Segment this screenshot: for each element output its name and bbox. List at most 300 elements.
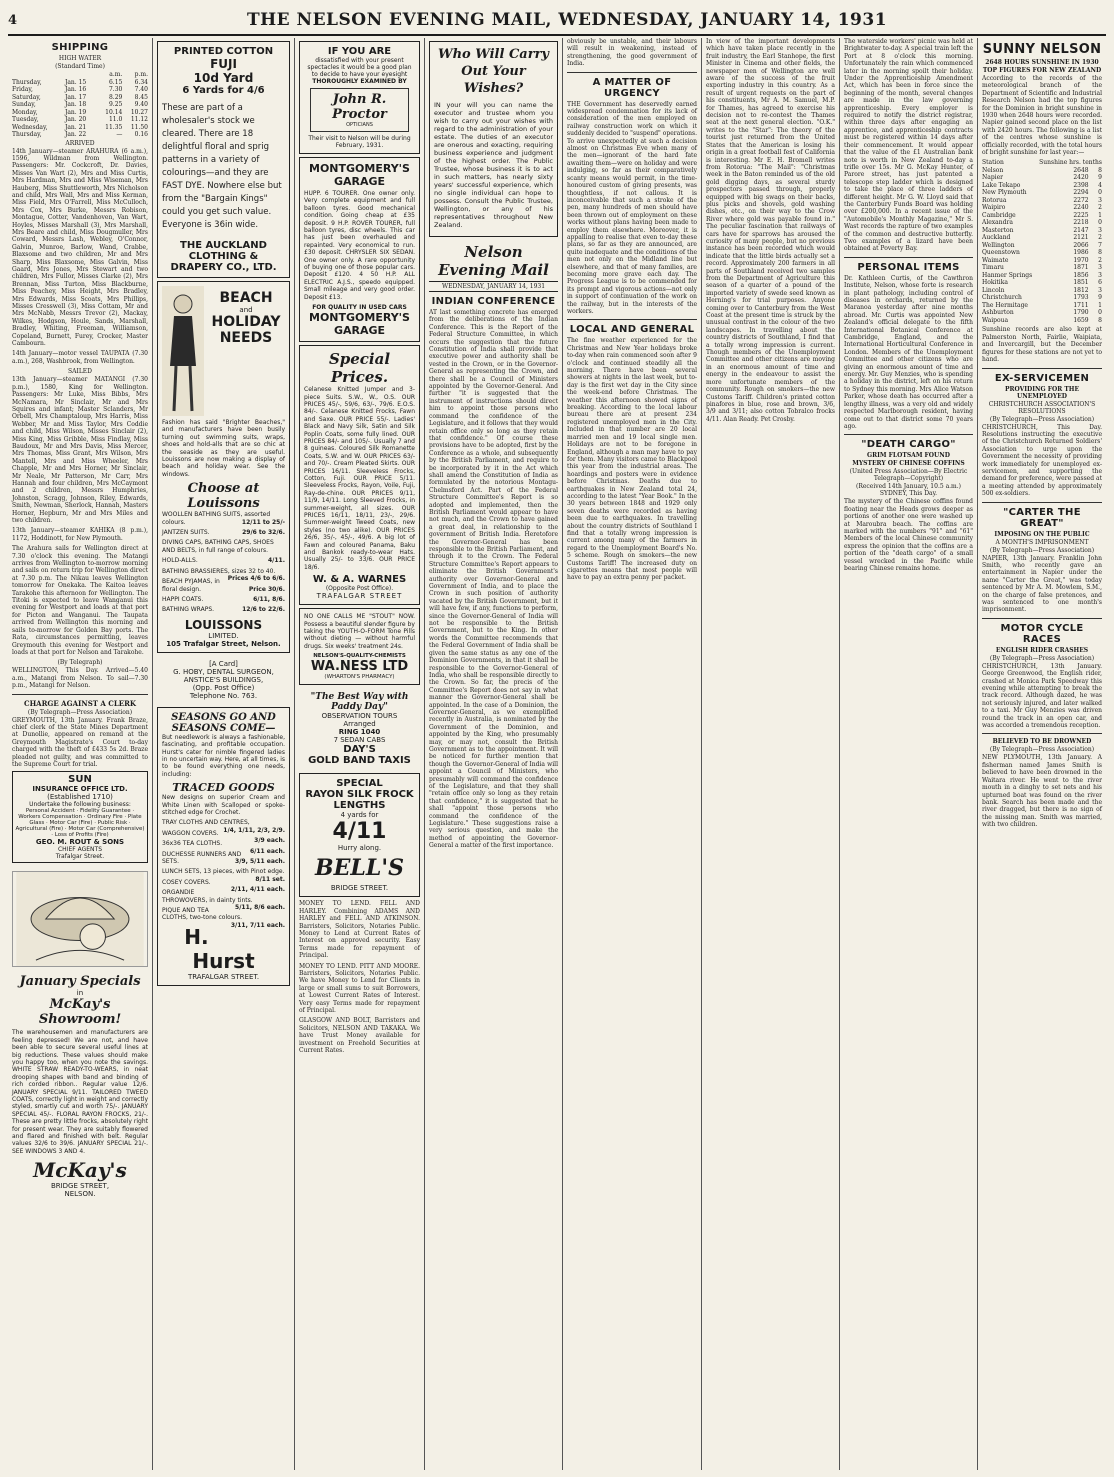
table-cell: 2218 [1073, 219, 1089, 227]
table-cell: 2147 [1073, 226, 1089, 234]
table-cell [65, 71, 97, 79]
table-cell: 1790 [1073, 309, 1089, 317]
columns [8, 38, 1106, 1470]
arrived-heading: ARRIVED [65, 139, 95, 147]
table-cell: 2294 [1073, 189, 1089, 197]
paper-nameplate: Nelson Evening Mail [438, 243, 549, 279]
item-description: WOOLLEN BATHING SUITS, assorted colours. [162, 511, 271, 526]
hurst-items [162, 819, 285, 929]
item-price: 5/11, 8/6 each. [235, 904, 285, 912]
personal-text: Dr. Kathleen Curtis, of the Cawthron Institute, Nelson, whose forte is research in plant pathology, including control of diseases in orchards, returned by the Maranoa yesterday after nine months abroad. Mr. Curtis was appointed New Zealand's official delegate to the fifth International Botanical Conference at Cambridge, England, and the International Horticultural Conference in London. Members of the Unemployment Committee and other citizens who are giving an enormous amount of time and energy. Mr. Guy Menzies, who is spending a holiday in the district, left on his return to Sydney this morning. Mrs Alice Watson Parker, whose death has occurred after a lengthy illness, was a very old and widely respected Marlborough resident, having come out to that district some 70 years ago. [844, 274, 973, 430]
traced-body: New designs on superior Cream and White Linen with Scalloped or spoke-stitched edge for Crochet. [162, 794, 285, 816]
table-cell: 7.30 [108, 86, 123, 93]
rayon-line1: SPECIAL [336, 778, 383, 790]
item-price: 6/11 each. [249, 847, 285, 855]
item-description: DIVING CAPS, BATHING CAPS, SHOES AND BELTS, in full range of colours. [162, 539, 274, 554]
table-cell: p.m. [134, 71, 148, 78]
urgency-text: THE Government has deservedly earned widespread condemnation for its lack of consideration of the men employed on railway construction work on which it suddenly decided to "suspend" operations. To arrive unexpectedly at such a decision almost on Christmas Eve when many of the men—ignorant of the hard fate awaiting them—were on holiday and were indulging, so far as their comparatively scanty means would permit, in the time-honoured custom of giving presents, was thoughtless, if not callous. It is inconceivable that such a stroke of the pen, many hundreds of men should have been thrown out of employment on these works without plans having been made to employ them elsewhere. Moreover, it is appalling to realise that even to-day these plans, so far as they are announced, are quite inadequate and the conditions of the men not only on the Midland line but elsewhere, and that of many families, are becoming more grave each day. The Progress League is to be commended for its prompt and vigorous actions—not only in support of continuation of the work on the railway, but in the interests of the workers. [567, 100, 697, 315]
sun-ad-line3: (Established 1710) [47, 793, 113, 802]
table-cell: 2398 [1073, 181, 1089, 189]
table-cell: 1871 [1073, 264, 1089, 272]
sunshine-row [982, 272, 1102, 280]
arrived-text-2: 14th January—motor vessel TAUPATA (7.30 a.m.), 268, Washbrook, from Wellington. [12, 350, 148, 365]
ex-assoc: (By Telegraph—Press Association) [989, 415, 1095, 423]
table-cell: Wednesday, [12, 123, 48, 131]
youth-o-form-ad [299, 608, 420, 685]
table-cell: Waipiro [982, 204, 1006, 212]
auckland-line2: CLOTHING & DRAPERY CO., LTD. [170, 251, 277, 273]
tide-row [12, 94, 148, 102]
local-text-more: The waterside workers' picnic was held at Brightwater to-day. A special train left the Port at 8 o'clock this morning. Unfortunately the rain which commenced later in the morning spoilt their holiday. Under the Apprenticeship Amendment Act, which has been in force since the beginning of the month, several changes are made in the law governing apprenticeship. Every employer is required to notify the district registrar, within three days after engaging an apprentice, and apprenticeship contracts must be registered within 14 days after their commencement. It would appear that the value of the £1 Australian bank note is worth in New Zealand to-day a trifle over 15s. Mr G. McKay Hunter, of Parore street, has just patented a telescope step ladder which is designed to take the place of three ladders of different height. Mr G. W. Lloyd said that the Canterbury Funds Board was holding over £200,000. In a recent issue of the "Automobile's Monthly Magazine," Mr S. Wast records the rapture of two examples of the common and destructive butterfly. Two examples of a lizard have been obtained at Poverty Bay. [844, 38, 973, 253]
sunshine-row [982, 167, 1102, 175]
table-cell: 0 [1098, 189, 1102, 197]
auckland-line1: THE AUCKLAND [180, 240, 267, 251]
beach-holiday-ad [157, 281, 290, 653]
sunshine-row [982, 219, 1102, 227]
table-cell: 1793 [1073, 294, 1089, 302]
tide-header-row [12, 71, 148, 79]
sunshine-header-station: Station [982, 159, 1004, 167]
tide-row [12, 131, 148, 139]
table-cell: 0 [1098, 219, 1102, 227]
special-prices-ad [299, 345, 420, 605]
local-text: The fine weather experienced for the Christmas and New Year holidays broke to-day when rain commenced soon after 9 o'clock and continued steadily all the morning. There have been several showers at nights in the last week, but to-day is the first wet day in the City since the week-end before Christmas. The weather this afternoon showed signs of breaking. According to the local labour bureau there are at present 234 registered unemployed men in the City. Included in that number are 20 local married men and 19 local single men. Holidays are not to be foregone in England, although a man may have to pay for them. Many visitors came to Blackpool this year from the industrial areas. The hoardings and posters were in evidence before Christmas. Deaths due to earthquakes in New Zealand total 24, according to the latest "Year Book." In the 30 years between 1848 and 1929 only seven deaths were recorded as having been due to earthquakes. In travelling about the country districts of Southland I find that a totally wrong impression is current among many of the farmers in regard to the Unemployment Board's No. 5 scheme. Rough on smokers—the new Customs Tariff! The increased duty on cigarettes means that most people will have to pay an extra penny per packet. [567, 337, 697, 582]
table-cell: 2 [1098, 204, 1102, 212]
public-trustee-ad [429, 41, 558, 237]
charge-heading: CHARGE AGAINST A CLERK [24, 698, 136, 708]
item-price: Price 30/6. [248, 585, 285, 593]
proctor-line4: Their visit to Nelson will be during February, 1931. [308, 135, 411, 149]
table-cell: Alexandra [982, 219, 1013, 227]
cotton-line1: PRINTED COTTON [173, 46, 274, 57]
table-cell: 3 [1098, 196, 1102, 204]
conference-heading: INDIAN CONFERENCE [431, 296, 556, 307]
price-list-item [162, 529, 285, 536]
beach-line1: BEACH [219, 290, 273, 306]
item-description: COSEY COVERS. [162, 878, 211, 886]
mckays-subtitle: in [76, 989, 84, 998]
mckays-body: The warehousemen and manufacturers are feeling depressed! We are not, and have been able to secure several useful lines at big reductions. These values should make you happy too, when you note the savings. WHITE STRAW READY-TO-WEARS, in neat drooping shapes with band and binding of rich corded ribbon.. Regular value 12/6. JANUARY SPECIAL 9/11. TAILORED TWEED COATS, correctly light in weight and correctly styled, smartly cut and worth 75/-. JANUARY SPECIAL 45/-. FLORAL RAYON FROCKS, 21/-. These are pretty little frocks, absolutely right for present wear. They are suitably flowered and flared and finished with belt. Regular values 32/6 to 39/6. JANUARY SPECIAL 21/-. SEE WINDOWS 3 AND 4. [12, 1029, 149, 1155]
carter-heading: "CARTER THE GREAT" [1003, 506, 1081, 529]
table-cell: 2 [1098, 234, 1102, 242]
hat-illustration [12, 871, 148, 967]
sunshine-row [982, 234, 1102, 242]
item-price: 3/11, 7/11 each. [230, 921, 285, 929]
shipping-notes: The Arahura sails for Wellington direct at 7.30 o'clock this evening. The Matangi arrives from Wellington to-morrow morning and sails on return trip for Wellington direct at 7.30 p.m. The Nikau leaves Wellington tomorrow for Onekaka. The Kaitoa leaves Tarakohe this afternoon for Wellington. The Titoki is expected to leave Wanganui this evening for Westport and loads at that port for Picton and Wanganui. The Taupata arrived from Wellington this morning and sails to-morrow for Golden Bay ports. The Rata, circumstances permitting, leaves Greymouth this evening for Westport and loads at that port for Nelson and Tarakohe. [12, 545, 148, 656]
sunshine-row [982, 279, 1102, 287]
drowned-text: NEW PLYMOUTH, 13th January. A fisherman named James Smith is believed to have been drowned in the Waitara river. He went to the river mouth in a dinghy to set nets and his upturned boat was found on the river bank. Search has been made and the river dragged, but there is no sign of the missing man. Smith was married, with two children. [982, 754, 1102, 829]
table-cell: Monday, [12, 108, 38, 116]
item-description: LUNCH SETS, 13 pieces, with Pinot edge. [162, 868, 285, 876]
mckays-address-2: NELSON. [64, 1190, 96, 1199]
divider [982, 618, 1102, 619]
motor-assoc: (By Telegraph—Press Association) [989, 654, 1095, 662]
divider [844, 257, 973, 258]
price-list-item [162, 557, 285, 564]
drowned-heading: BELIEVED TO BE DROWNED [992, 738, 1092, 746]
beach-body: Fashion has said "Brighter Beaches," and manufacturers have been busily turning out swimming suits, wraps, shoes and hold-alls that are so chic at the seaside as they are useful. Louissons are now making a display of beach and holiday wear. See the windows. [162, 419, 285, 478]
warnes-sub: (Opposite Post Office). [325, 585, 394, 593]
sunshine-row [982, 294, 1102, 302]
beach-choose: Choose at Louissons [187, 481, 260, 512]
item-description: 36x36 TEA CLOTHS. [162, 840, 223, 848]
table-cell: Nelson [982, 166, 1004, 174]
sun-ad-line4: Undertake the following business: [29, 801, 131, 809]
montgomery-for-quality: FOR QUALITY IN USED CARS [312, 304, 407, 312]
item-price: 4/11. [268, 557, 285, 565]
table-cell: 7 [1098, 241, 1102, 249]
table-cell: Thursday, [12, 131, 42, 138]
divider [982, 368, 1102, 369]
sun-ad-line7: CHIEF AGENTS [57, 846, 103, 854]
beach-items [162, 511, 285, 613]
table-cell: Jan. 18 [64, 101, 87, 108]
item-price: 1/4, 1/11, 2/3, 2/9. [223, 826, 285, 834]
table-cell: Hanmer Springs [982, 271, 1033, 279]
sailed-text: 13th January—steamer MATANGI (7.30 p.m.), 1580, King for Wellington. Passengers: Mr Luke, Miss Bibbs, Mrs McNamara, Mr Sinclair, Mr and Mrs Squires and infant; Master Sclanders, Mr Orbell, Mrs Champtaloup, Mrs Harris, Miss Webber, Mr and Miss Taylor, Mrs Coddie and child, Miss Wilson, Misses Sinclair (2), Miss King, Miss Gribble, Miss Findlay, Miss Baudoux, Mr and Mrs Davis, Miss Mercer, Mrs Thomas, Miss Grant, Mrs Wilson, Mrs Mantell, Mrs and Miss Wheeler, Mrs Chapple, Mr and Mrs Horner, Mr Sinclair, Mr Neale, Mr Patterson, Mr Carr, Mrs Hannah and four children, Mrs McCaymont and 2 children, Messrs Humphries, Johnston, Scragg, Johnson, Riley, Edwards, Smith, Newman, Sherlock, Hannah, Masters Horner, Hepburn, Mr and Mrs Miles and two children. [12, 376, 148, 524]
cotton-line3: 10d Yard [193, 71, 254, 85]
proctor-logo-sub: OPTICIANS [346, 122, 373, 128]
column-local [563, 38, 702, 1470]
item-description: BEACH PYJAMAS, in floral design. [162, 578, 220, 593]
table-cell: Wellington [982, 241, 1015, 249]
rayon-line2: RAYON SILK FROCK [305, 789, 414, 801]
table-cell: 2240 [1073, 204, 1089, 212]
seasons-title: SEASONS GO AND SEASONS COME— [171, 711, 276, 734]
proctor-line3: THOROUGHLY EXAMINED BY [312, 78, 407, 85]
montgomery-body: HUPP. 6 TOURER. One owner only. Very complete equipment and full balloon tyres. Good mechanical condition. Going cheap at £35 deposit. 9 H.P. ROVER TOURER, full balloon tyres, disc wheels. This car has just been overhauled and repainted. Very economical to run. £30 deposit. CHRYSLER SIX SEDAN. One owner only. A rare opportunity of buying one of those popular cars. Deposit £120. 4 50 H.P. ALL ELECTRIC A.J.S., speedo equipped. Small mileage and very good order. Deposit £13. [304, 190, 415, 301]
table-cell: Friday, [12, 86, 33, 93]
cargo-assoc: (United Press Association—By Electric Telegraph—Copyright) [849, 468, 968, 483]
table-cell: 8.29 [108, 93, 123, 101]
sunshine-table [982, 159, 1102, 324]
table-cell: 0.16 [134, 131, 148, 138]
table-cell: Lincoln [982, 286, 1005, 294]
wishes-text: IN your will you can name the executor and trustee whom you wish to carry out your wishes with regard to the administration of your estate. The duties of an executor are onerous and exacting, requiring business experience and judgment of the highest order. The Public Trustee, whose business it is to act in such matters, has nearly sixty years' successful experience, which no single individual can hope to possess. Consult the Public Trustee, Wellington, or any of his representatives throughout New Zealand. [434, 101, 553, 229]
bells-street: BRIDGE STREET. [330, 884, 389, 893]
sunshine-row [982, 257, 1102, 265]
item-description: HOLD-ALLS. [162, 557, 198, 565]
item-description: DUCHESSE RUNNERS AND SETS. [162, 850, 242, 865]
item-price: Prices 4/6 to 6/6. [227, 575, 285, 583]
table-cell: 1851 [1073, 279, 1089, 287]
table-cell: 11.35 [105, 123, 123, 131]
top-figures: TOP FIGURES FOR NEW ZEALAND [982, 67, 1102, 74]
table-cell: Auckland [982, 234, 1011, 242]
paddy-taxis: GOLD BAND TAXIS [308, 755, 411, 767]
table-cell: 3 [1098, 226, 1102, 234]
item-price: 12/6 to 22/6. [242, 606, 285, 614]
beach-line2: and [239, 306, 253, 314]
item-description: TRAY CLOTHS AND CENTRES, [162, 819, 250, 827]
paddy-ring: RING 1040 [338, 728, 381, 737]
ex-text: CHRISTCHURCH, This Day. Resolutions instructing the executive of the Christchurch Returned Soldiers' Association to urge upon the Government the necessity of providing work immediately for unemployed ex-servicemen, and supporting the demand for preference, were passed at a meeting attended by approximately 500 ex-soldiers. [982, 423, 1102, 498]
mckays-ad [12, 866, 148, 1200]
montgomery-title-2: MONTGOMERY'S GARAGE [309, 311, 410, 338]
table-cell: 9 [1098, 174, 1102, 182]
table-cell: The Hermitage [982, 301, 1028, 309]
table-cell: Waipoua [982, 316, 1009, 324]
item-price: 3/9, 5/11 each. [235, 858, 285, 865]
page-number: 4 [8, 12, 18, 28]
item-price: 29/6 to 32/6. [242, 529, 285, 537]
motor-sub: ENGLISH RIDER CRASHES [995, 646, 1089, 654]
beach-line4: NEEDS [219, 330, 273, 346]
standard-time: (Standard Time) [55, 63, 105, 70]
hurst-ad [157, 707, 290, 986]
special-title: Special Prices. [328, 350, 391, 387]
table-cell: 8 [1098, 316, 1102, 324]
table-cell: Thursday, [12, 78, 42, 86]
hoby-line1: G. HOBY, DENTAL SURGEON, [173, 667, 274, 676]
table-cell: 8.45 [134, 93, 148, 101]
table-cell: 2066 [1073, 241, 1089, 249]
proctor-ad [299, 41, 420, 154]
editorial-continued: obviously be unstable, and their labours will result in weakening, instead of strengthening, the good government of India. [567, 38, 697, 68]
paddy-arranged: Arranged [343, 720, 376, 729]
money-fell-harley: MONEY TO LEND. FELL AND HARLEY. Combining ADAMS AND HARLEY and FELL AND ATKINSON. Barristers, Solicitors, Notaries Public. Money to Lend at Current Rates of Interest on approved security. Easy Terms made for repayment of Principal. [299, 900, 420, 960]
table-cell: Rotorua [982, 196, 1007, 204]
divider [844, 434, 973, 435]
table-cell: Queenstown [982, 249, 1020, 257]
rayon-hurry: Hurry along. [337, 844, 382, 853]
charge-text: GREYMOUTH, 13th January. Frank Braze, chief clerk of the State Mines Department at Dunollie, appeared on remand at the Greymouth Magistrate's Court to-day charged with the theft of £433 5s 2d. Braze pleaded not guilty, and was committed to the Supreme Court for trial. [12, 716, 148, 768]
table-cell: 2648 [1073, 166, 1089, 174]
column-personal [840, 38, 978, 1470]
table-cell: 9.25 [108, 101, 123, 108]
table-cell: 1659 [1073, 316, 1089, 324]
item-price: 2/11, 4/11 each. [230, 886, 285, 894]
table-cell: 2420 [1073, 174, 1089, 182]
shipping-heading: SHIPPING [51, 42, 109, 53]
table-cell: 10.27 [130, 108, 148, 116]
table-cell: 8 [1098, 249, 1102, 257]
motor-heading: MOTOR CYCLE RACES [1000, 622, 1084, 645]
table-cell: 10.14 [105, 108, 123, 116]
table-cell: 0 [1098, 309, 1102, 317]
masthead [8, 6, 1106, 36]
local-heading: LOCAL AND GENERAL [569, 324, 695, 336]
paddy-cabs: 7 SEDAN CABS [333, 736, 386, 745]
personal-heading: PERSONAL ITEMS [857, 261, 960, 273]
local-text-continued: In view of the important developments which have taken place recently in the fruit industry, the Earl Stanhope, the first Minister in Cinema and other fields, the newspaper men of Wellington are well aware of the success of the fruit exporting industry in this country. As a result of urgent requests on the part of his constituents, Mr A. M. Samuel, M.P. for Thames, has agreed to exercise his decision not to re-contest the Thames seat at the next general election. "O.K." writes to the "Star": The theory of the tourist just returned from the United States that the American is losing his origin in a great football fest of California is interesting. Mr E. H. Bromell writes from Rotorua: "The Mail": "Christmas week in the Baton reminded us of the old gold digging days, as several sturdy prospectors passed through, properly equipped with big swags on their backs, plus picks and shovels, gold washing dishes, etc., on their way to the Crow River where gold was payable found in." The peculiar fascination that railways of cars have for sparrows has aroused the curiosity of many people, but no previous instance has been recorded which would indicate that the little birds actually set a record. Approximately 200 farmers in all parts of Southland received two samples from the Department of Agriculture this season of a quarter of a pound of the imported variety of swede seed known as Herning's for trial purposes. Anyone coming over to Canterbury from the West Coast at the present time is struck by the unusual contrast in the colour of the two landscapes. In travelling about the country districts of Southland, I find that a totally wrong impression is current. Though members of the Unemployment Committee and other citizens are moving in an enormous amount of time and energy in the endeavour to assist the more unfortunate members of the community. Rough on smokers—the new Customs Tariff. Children's printed cotton pinafores in blue, rose and brown, 3/6, 3/9 and 3/11; also cotton Tobralco frocks 4/11. Alan Ready. Pet Crosby. [706, 38, 835, 423]
cargo-heading: "DEATH CARGO" [861, 439, 956, 451]
table-cell: Jan. 21 [64, 123, 87, 131]
sunshine-row [982, 242, 1102, 250]
table-cell: Christchurch [982, 294, 1022, 302]
special-body: Celanese Knitted Jumper and 3-piece Suits. S.W., W., O.S. OUR PRICES 45/-, 59/6, 63/-, 79/6. E.O.S. 84/-. Celanese Knitted Frocks, Fawn and Saxe. OUR PRICE 55/-. Ladies' Black and Navy Silk, Satin and Silk Poplin Coats, some fully lined. OUR PRICES 84/- and 105/-. Usually 7 and 8 guineas. Coloured Silk Romanette Coats, S.W. and W. OUR PRICES 63/- and 70/-. Cream Pleated Skirts. OUR PRICES 16/11. Sleeveless Frocks, Cotton, Fuji. OUR PRICE 5/11. Sleeveless Frocks, Rayon, Voile, Fuji, Ray-de-chine. OUR PRICES 9/11, 11/9, 14/11. Long Sleeved Frocks, in summer-weight, all sizes. OUR PRICES 16/11, 18/11, 23/-, 29/6. Summer-weight Tweed Coats, new styles (no two alike). OUR PRICES 26/6, 35/-, 45/-, 49/6. A big lot of Fawn and coloured Panama, Baku and Bankok ready-to-wear Hats. Usually 25/- to 33/6. OUR PRICE 18/6. [304, 386, 415, 571]
sunshine-row [982, 264, 1102, 272]
item-description: BATHING BRASSIERES, sizes 32 to 40. [162, 567, 276, 575]
beach-line3: HOLIDAY [211, 314, 281, 330]
hoby-line4: Telephone No. 763. [189, 691, 258, 700]
table-cell: Jan. 16 [64, 86, 87, 93]
sunshine-row [982, 317, 1102, 325]
press-association: (By Telegraph—Press Association) [27, 708, 133, 716]
youth-chemists: NELSON'S-QUALITY-CHEMISTS [313, 653, 406, 660]
column-shipping [8, 38, 153, 1470]
money-glasgow-bolt: GLASGOW AND BOLT, Barristers and Solicitors, NELSON AND TAKAKA. We have Trust Money available for investment on Freehold Securities at Current Rates. [299, 1017, 420, 1054]
sunshine-row [982, 189, 1102, 197]
table-cell: 3 [1098, 286, 1102, 294]
wellington-text: WELLINGTON, This Day. Arrived—5.40 a.m., Matangi from Nelson. To sail—7.30 p.m., Matangi for Nelson. [12, 667, 148, 690]
table-cell: 2121 [1073, 234, 1089, 242]
price-list-item [162, 511, 285, 526]
table-cell: Hokitika [982, 279, 1008, 287]
sailed-heading: SAILED [68, 368, 92, 376]
cotton-body: These are part of a wholesaler's stock we cleared. There are 18 delightful floral and sprig patterns in a variety of colourings—and they are FAST DYE. Nowhere else but from the "Bargain Kings" could you get such value. Everyone is 36in wide. [162, 103, 282, 230]
paddy-title: "The Best Way with Paddy Day" [310, 692, 409, 713]
proctor-line2: dissatisfied with your present spectacles it would be a good plan to decide to have your eyesight [307, 57, 412, 78]
hoby-line2: ANSTICE'S BUILDINGS, [183, 675, 264, 684]
item-description: ORGANDIE THROWOVERS, in dainty tints. [162, 889, 253, 904]
column-ads-drapery [153, 38, 295, 1470]
sunshine-row [982, 249, 1102, 257]
sunny-sub: 2648 HOURS SUNSHINE IN 1930 [985, 59, 1099, 66]
item-price: 8/11 set. [255, 875, 285, 883]
item-description: WAGGON COVERS. [162, 829, 219, 837]
table-cell: New Plymouth [982, 189, 1027, 197]
mckays-logo: McKay's [33, 1158, 127, 1183]
item-price: 12/11 to 25/- [241, 518, 285, 526]
warnes-name: W. & A. WARNES [312, 574, 407, 586]
sunshine-row [982, 174, 1102, 182]
rayon-line3: LENGTHS [333, 800, 386, 812]
price-list-item [162, 606, 285, 613]
proctor-logo: John R. Proctor [332, 92, 387, 122]
sunshine-row [982, 287, 1102, 295]
table-cell: 1 [1098, 211, 1102, 219]
editorial-date: WEDNESDAY, JANUARY 14, 1931 [429, 281, 558, 292]
table-cell: Lake Tekapo [982, 181, 1021, 189]
table-cell: 8 [1098, 166, 1102, 174]
carter-sub-2: A MONTH'S IMPRISONMENT [995, 538, 1089, 546]
column-editorial [425, 38, 563, 1470]
carter-text: NAPIER, 13th January. Franklin John Smith, who recently gave an entertainment in Napier under the name "Carter the Great," was today sentenced by Mr A. M. Mowlem, S.M., on the charge of false pretences, and was sentenced to one month's imprisonment. [982, 554, 1102, 614]
table-cell: 11.12 [130, 116, 148, 123]
louissons-limited: LIMITED. [208, 631, 239, 640]
item-description: HAPPI COATS. [162, 595, 204, 603]
proctor-line1: IF YOU ARE [327, 46, 392, 57]
sunshine-header-hours: Sunshine hrs. tenths [1039, 159, 1102, 167]
table-cell: 2 [1098, 256, 1102, 264]
urgency-heading: A MATTER OF URGENCY [592, 76, 672, 99]
table-cell: Ashburton [982, 309, 1014, 317]
drowned-assoc: (By Telegraph—Press Association) [989, 746, 1095, 754]
sun-ad-line6: GEO. M. ROUT & SONS [35, 838, 125, 847]
hoby-line3: (Opp. Post Office) [192, 683, 255, 692]
tide-row [12, 109, 148, 117]
table-cell: 11.0 [108, 116, 123, 123]
sun-insurance-ad [12, 771, 148, 863]
table-cell: Tuesday, [12, 116, 39, 123]
cargo-received: (Received 14th January, 10.5 a.m.) SYDNEY, This Day. [856, 483, 961, 498]
cargo-heading-2: MYSTERY OF CHINESE COFFINS [852, 460, 965, 468]
youth-pharmacy: (WHARTON'S PHARMACY) [324, 674, 395, 681]
rayon-price: 4/11 [332, 819, 387, 845]
sun-ad-line5: Personal Accident · Fidelity Guarantee · Workers Compensation · Ordinary Fire · Plate Glass · Motor Car (Fire) · Public Risk · Agricultural (Fire) · Motor Car (Comprehensive) · Loss of Profits (Fire) [15, 808, 145, 839]
price-list-item [162, 596, 285, 603]
sun-ad-line1: SUN [68, 774, 92, 786]
ex-sub-1: PROVIDING FOR THE UNEMPLOYED [1004, 385, 1080, 400]
table-cell: 9 [1098, 294, 1102, 302]
table-cell: Masterton [982, 226, 1014, 234]
table-cell [12, 71, 65, 79]
table-cell: 1986 [1073, 249, 1089, 257]
sunshine-row [982, 197, 1102, 205]
divider [567, 72, 697, 73]
tide-row [12, 116, 148, 124]
sun-ad-line8: Trafalgar Street. [55, 853, 105, 861]
sunny-note: Sunshine records are also kept at Palmerston North, Fairlie, Waipiata, and Invercargill, but the December figures for these stations are not yet to hand. [982, 326, 1102, 364]
sunshine-row [982, 309, 1102, 317]
rayon-line4: 4 yards for [340, 811, 379, 820]
sunshine-row [982, 182, 1102, 190]
item-price: 3/9 each. [254, 837, 285, 845]
table-cell: 6.15 [108, 78, 123, 86]
warnes-street: TRAFALGAR STREET [316, 592, 403, 601]
ex-sub-2: CHRISTCHURCH ASSOCIATION'S RESOLUTIONS [988, 400, 1096, 415]
item-description: BATHING WRAPS. [162, 606, 215, 614]
conference-text: AT last something concrete has emerged from the deliberations of the Indian Conference. This is the Report of the Federal Structure Committee, in which occurs the suggestion that the future Constitution of India shall provide that executive power and authority shall be vested in the Crown, or in the Governor-General as representing the Crown, and there shall be a Council of Ministers appointed by the Governor-General. And further "it is suggested that the instrument of instructions should direct him to appoint those persons who command the confidence of the Legislature, and it follows that they would retain office only so long as they retain that confidence." Of course these provisions have to be adopted, first by the Conference as a whole, and subsequently by the British Parliament, and require to be incorporated by it in the Act which shall amend the Constitution of India as formulated by the notorious Montagu-Chelmsford Act. Part of the Federal Structure Committee's Report is so adopted and implemented, then the British Parliament would appear to have not much, and the Crown to have gained a great deal, in relationship to the government of British India. Heretofore the Governor-General has been responsible to the British Parliament, and through it to the Crown. The Federal Structure Committee's Report appears to eliminate the British Government's authority over Governor-General and Government of India, and to place the Crown in such position of authority vacated by the British Government, but it will have few, if any, functions to perform, since the Governor-General of India will not be responsible to the British Government, but to the King. In other words the Committee recommends that the Federal Government of India shall be given the same status as any one of the Dominion Governments, in that it shall be responsible to the Governor-General of India, who shall be responsible directly to the Crown. So far, the precis of the Committee's Report does not say in what manner the Governor-General shall be appointed. In the case of a Dominion, the Governor-General, as we exemplified recently in Australia, is nominated by the Government of the Dominion, and appointed by the King, who presumably may, or may not, consult the British Government as to the appointment. It will be noticed for further mention that though the Governor-General of India will appoint a Council of Ministers, who presumably will command the confidence of the Legislature, and that they shall "retain office only so long as they retain that confidence," it is suggested that he shall "appoint those persons who command the confidence of the Legislature." These suggestions raise a very serious question, and make the method of appointing the Governor-General a matter of the first importance. [429, 309, 558, 850]
wishes-title: Who Will Carry Out Your Wishes? [438, 47, 549, 96]
paddy-days: DAY'S [343, 744, 376, 756]
motor-text: CHRISTCHURCH, 13th January. George Greenwood, the English rider, crashed at Monica Park Speedway this evening while attempting to break the track record. Although dazed, he was not seriously injured, and later walked to a taxi. Mr Guy Menzies was driven round the track in an open car, and was accorded a tremendous reception. [982, 662, 1102, 730]
table-cell: 7.40 [134, 86, 148, 93]
montgomery-title-1: MONTGOMERY'S GARAGE [309, 162, 410, 188]
traced-heading: TRACED GOODS [172, 781, 275, 795]
table-cell: 1 [1098, 301, 1102, 309]
sunshine-row [982, 204, 1102, 212]
youth-text: NO ONE CALLS ME "STOUT" NOW. Possess a beautiful slender figure by taking the YOUTH-O-FORM Tone Pills without dieting — without harmful drugs. Six weeks' treatment 24s. [304, 613, 415, 650]
hoby-card [157, 656, 290, 704]
table-cell: Saturday, [12, 93, 41, 101]
paddy-taxis-ad [299, 688, 420, 770]
carter-assoc: (By Telegraph—Press Association) [989, 546, 1095, 554]
sunshine-row [982, 302, 1102, 310]
table-cell: Jan. 22 [64, 131, 87, 138]
price-list-item [162, 539, 285, 554]
tide-table [12, 71, 148, 139]
divider [982, 733, 1102, 734]
printed-cotton-ad [157, 41, 290, 278]
mckays-address-1: BRIDGE STREET, [50, 1182, 110, 1191]
youth-brand: WA.NESS LTD [310, 659, 409, 675]
column-news [978, 38, 1106, 1470]
table-cell: Napier [982, 174, 1004, 182]
tide-row [12, 124, 148, 132]
item-price: 6/11, 8/6. [253, 595, 285, 603]
table-cell: Jan. 19 [64, 108, 87, 116]
column-local-continued [702, 38, 840, 1470]
tide-row [12, 79, 148, 87]
cargo-text: The mystery of the Chinese coffins found floating near the Heads grows deeper as portions of another one were washed up at Maroubra beach. The coffins are marked with the numbers "91" and "61" Members of the local Chinese community express the opinion that the coffins are a portion of the "death cargo" of a small vessel wrecked in the Pacific while bearing Chinese remains home. [844, 498, 973, 572]
carter-sub: IMPOSING ON THE PUBLIC [994, 530, 1090, 538]
tide-row [12, 86, 148, 94]
bells-logo: BELL'S [315, 855, 404, 882]
sunny-text: According to the records of the meteorological branch of the Department of Scientific and Industrial Research Nelson had the top figures for the Dominion in bright sunshine in 1930 when 2648 hours were recorded. Napier gained second place on the list with 2420 hours. The following is a list of the centres whose sunshine is officially recorded, with the total hours of bright sunshine for last year:— [982, 75, 1102, 157]
montgomery-ad [299, 157, 420, 342]
table-cell: 2225 [1073, 211, 1089, 219]
table-cell: 6.34 [134, 78, 148, 86]
louissons-name: LOUISSONS [184, 617, 263, 632]
table-cell: 9.40 [134, 101, 148, 108]
item-description: JANTZEN SUITS. [162, 529, 210, 537]
table-cell: 11.50 [130, 123, 148, 131]
table-cell: Jan. 20 [64, 116, 87, 123]
seasons-body: But needlework is always a fashionable, fascinating, and profitable occupation. Hurst's cater for nimble fingered ladies in no uncertain way. Here, at all times, is to be found everything one needs, including: [162, 733, 285, 778]
table-cell: 1970 [1073, 256, 1089, 264]
